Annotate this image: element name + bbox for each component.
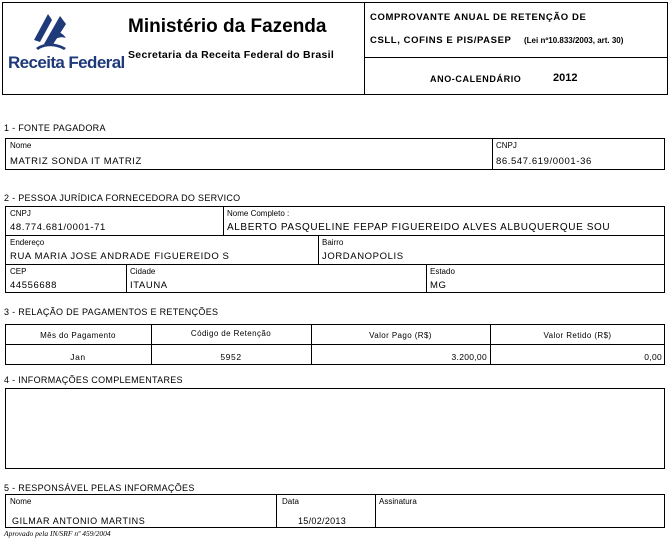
section2-row1-divider <box>5 235 665 236</box>
section1-title: 1 - FONTE PAGADORA <box>4 123 106 133</box>
supplier-cep-label: CEP <box>10 267 27 276</box>
responsible-date-label: Data <box>282 497 299 506</box>
responsible-divider-2 <box>375 494 376 528</box>
logo-text: Receita Federal <box>8 53 125 72</box>
section2-box <box>5 206 665 293</box>
supplier-cnpj-value: 48.774.681/0001-71 <box>10 222 106 233</box>
supplier-name-label: Nome Completo : <box>227 209 290 218</box>
supplier-address-value: RUA MARIA JOSE ANDRADE FIGUEREIDO S <box>10 251 230 262</box>
responsible-name-value: GILMAR ANTONIO MARTINS <box>12 516 146 526</box>
secretariat-title: Secretaria da Receita Federal do Brasil <box>128 49 335 61</box>
receita-federal-logo-icon <box>30 10 70 52</box>
supplier-district-value: JORDANOPOLIS <box>322 251 404 262</box>
header-divider <box>364 2 365 95</box>
row-withheld: 0,00 <box>644 352 662 362</box>
supplier-city-label: Cidade <box>130 267 156 276</box>
supplier-name-value: ALBERTO PASQUELINE FEPAP FIGUEREIDO ALVES ALBUQUERQUE SOU <box>227 222 611 233</box>
payer-name-label: Nome <box>10 141 32 150</box>
payer-name-value: MATRIZ SONDA IT MATRIZ <box>10 156 142 167</box>
col-header-withheld: Valor Retido (R$) <box>543 331 612 340</box>
section1-divider <box>492 138 493 170</box>
year-label: ANO-CALENDÁRIO <box>430 74 522 84</box>
ministry-title: Ministério da Fazenda <box>128 16 327 37</box>
payer-cnpj-label: CNPJ <box>496 141 517 150</box>
responsible-date-value: 15/02/2013 <box>298 516 347 526</box>
doc-title-line2: CSLL, COFINS E PIS/PASEP <box>370 35 512 46</box>
section4-title: 4 - INFORMAÇÕES COMPLEMENTARES <box>4 375 183 385</box>
supplier-state-label: Estado <box>430 267 455 276</box>
law-reference: (Lei nº10.833/2003, art. 30) <box>524 36 624 45</box>
section3-title: 3 - RELAÇÃO DE PAGAMENTOS E RETENÇÕES <box>4 307 219 317</box>
header-right-divider <box>364 57 668 58</box>
supplier-state-value: MG <box>430 280 447 291</box>
row-month: Jan <box>70 352 86 362</box>
complementary-info-box <box>5 388 665 469</box>
supplier-cep-value: 44556688 <box>10 280 58 291</box>
supplier-address-label: Endereço <box>10 238 45 247</box>
col-header-month: Mês do Pagamento <box>40 331 116 340</box>
doc-title-line1: COMPROVANTE ANUAL DE RETENÇÃO DE <box>370 12 587 23</box>
col-header-paid: Valor Pago (R$) <box>369 331 432 340</box>
section2-title: 2 - PESSOA JURÍDICA FORNECEDORA DO SERVICO <box>4 193 241 203</box>
responsible-name-label: Nome <box>10 497 32 506</box>
section2-cnpj-divider <box>223 206 224 235</box>
approval-footer: Aprovado pela IN/SRF nº 459/2004 <box>4 529 111 538</box>
section2-address-divider <box>318 235 319 264</box>
supplier-cnpj-label: CNPJ <box>10 209 31 218</box>
section2-cep-divider <box>126 264 127 293</box>
supplier-city-value: ITAUNA <box>130 280 168 291</box>
col-header-code: Código de Retenção <box>190 329 272 338</box>
responsible-divider-1 <box>276 494 277 528</box>
signature-label: Assinatura <box>379 497 417 506</box>
row-code: 5952 <box>220 352 242 362</box>
payer-cnpj-value: 86.547.619/0001-36 <box>496 156 592 167</box>
section2-city-divider <box>426 264 427 293</box>
row-paid: 3.200,00 <box>451 352 487 362</box>
supplier-district-label: Bairro <box>322 238 344 247</box>
section2-row2-divider <box>5 264 665 265</box>
year-value: 2012 <box>553 72 578 84</box>
payments-table-header-divider <box>5 344 665 345</box>
section5-title: 5 - RESPONSÁVEL PELAS INFORMAÇÕES <box>4 483 195 493</box>
